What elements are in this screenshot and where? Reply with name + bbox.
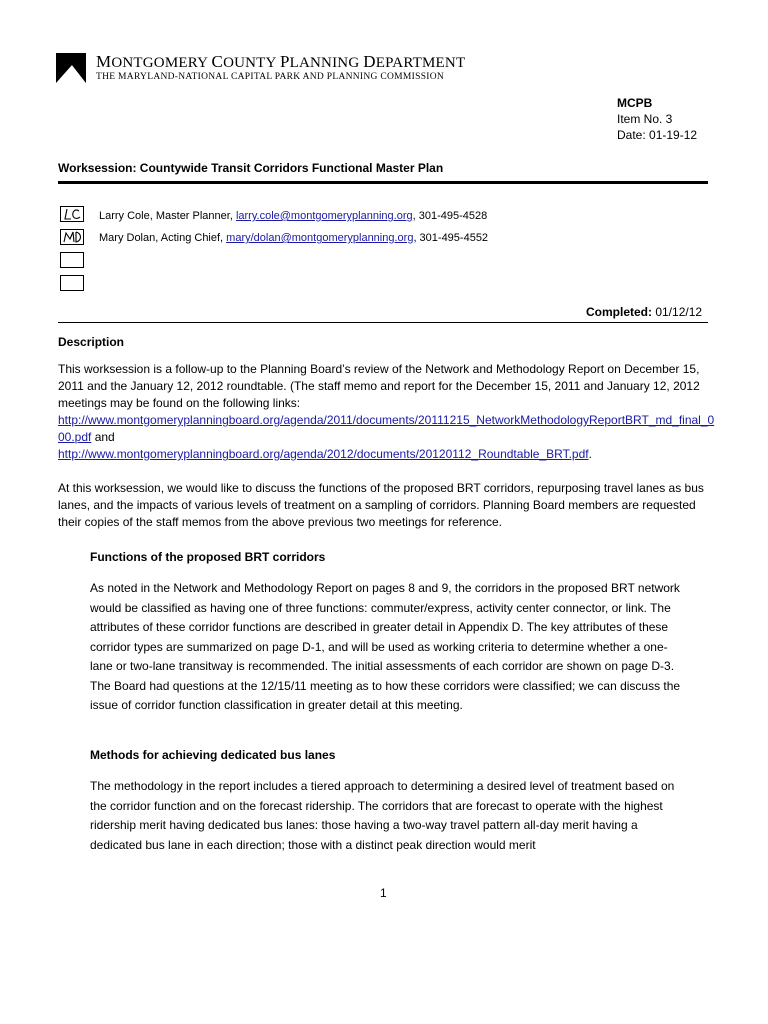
staff-line-mary-dolan: Mary Dolan, Acting Chief, mary/dolan@montgomeryplanning.org, 301-495-4552 bbox=[99, 232, 489, 244]
initials-box-mary-dolan bbox=[60, 229, 84, 245]
description-heading: Description bbox=[58, 335, 125, 349]
org-subtitle: THE MARYLAND-NATIONAL CAPITAL PARK AND PLANNING COMMISSION bbox=[96, 72, 445, 82]
description-paragraph-2: At this worksession, we would like to discuss the functions of the proposed BRT corridors, repurposing travel lanes as bus lanes, and the impacts of various levels of treatment on a sampling of corridors. Planning Board members are requested their copies of the staff memos from the above previous two meetings for reference. bbox=[58, 481, 704, 529]
completed-date: Completed: 01/12/12 bbox=[586, 305, 703, 319]
email-link-mary-dolan[interactable]: mary/dolan@montgomeryplanning.org bbox=[226, 232, 414, 244]
handwritten-initials-md bbox=[61, 230, 83, 244]
document-title: Worksession: Countywide Transit Corridors Functional Master Plan bbox=[58, 161, 444, 175]
section-text-brt-functions: As noted in the Network and Methodology Report on pages 8 and 9, the corridors in the proposed BRT network would be classified as having one of three functions: commuter/express, activity center connector, or link. The attributes of these corridor functions are described in greater detail in Appendix D. The key attributes of these corridor types are summarized on page D-1, and will be used as working criteria to determine whether a one-lane or two-lane transitway is recommended. The initial assessments of each corridor are shown on page D-3. The Board had questions at the 12/15/11 meeting as to how these corridors were classified; we can discuss the issue of corridor function classification in greater detail at this meeting. bbox=[90, 581, 681, 712]
section-heading-bus-lanes: Methods for achieving dedicated bus lanes bbox=[90, 748, 336, 762]
staff-line-larry-cole: Larry Cole, Master Planner, larry.cole@montgomeryplanning.org, 301-495-4528 bbox=[99, 210, 488, 222]
section-text-bus-lanes: The methodology in the report includes a tiered approach to determining a desired level of treatment based on the corridor function and on the forecast ridership. The corridors that are forecast to operate with the highest ridership merit having dedicated bus lanes: those having a two-way travel pattern all-day merit having a dedicated bus lane in each direction; those with a distinct peak direction would merit bbox=[90, 779, 675, 852]
initials-box-empty-2 bbox=[60, 275, 84, 291]
planning-department-logo bbox=[56, 53, 86, 83]
handwritten-initials-lc bbox=[61, 207, 83, 221]
meeting-date: Date: 01-19-12 bbox=[617, 128, 698, 142]
description-paragraph-1: This worksession is a follow-up to the Planning Board’s review of the Network and Methodology Report on December 15, 2011 and the January 12, 2012 roundtable. (The staff memo and report for the December 15, 2011 and January 12, 2012 meetings may be found on the following links: http://www.montgomeryplanningboard.org/agenda/2011/documents/20111215_NetworkMethodologyReportBRT_md_final_000.pdf and http://www.montgomeryplanningboard.org/agenda/2012/documents/20120112_Roundtable_BRT.pdf. bbox=[58, 362, 715, 461]
item-number: Item No. 3 bbox=[617, 112, 673, 126]
title-divider bbox=[58, 181, 708, 184]
section-heading-brt-functions: Functions of the proposed BRT corridors bbox=[90, 550, 326, 564]
initials-box-larry-cole bbox=[60, 206, 84, 222]
mcpb-label: MCPB bbox=[617, 96, 653, 110]
section-divider bbox=[58, 322, 708, 323]
initials-box-empty-1 bbox=[60, 252, 84, 268]
email-link-larry-cole[interactable]: larry.cole@montgomeryplanning.org bbox=[235, 210, 413, 222]
page-number: 1 bbox=[380, 886, 387, 900]
org-name: MONTGOMERY COUNTY PLANNING DEPARTMENT bbox=[96, 52, 466, 71]
link-network-methodology-report[interactable]: http://www.montgomeryplanningboard.org/agenda/2011/documents/20111215_NetworkMethodologyReportBRT_md_final_000.pdf bbox=[58, 413, 715, 444]
link-roundtable-brt[interactable]: http://www.montgomeryplanningboard.org/agenda/2012/documents/20120112_Roundtable_BRT.pdf bbox=[58, 447, 589, 461]
